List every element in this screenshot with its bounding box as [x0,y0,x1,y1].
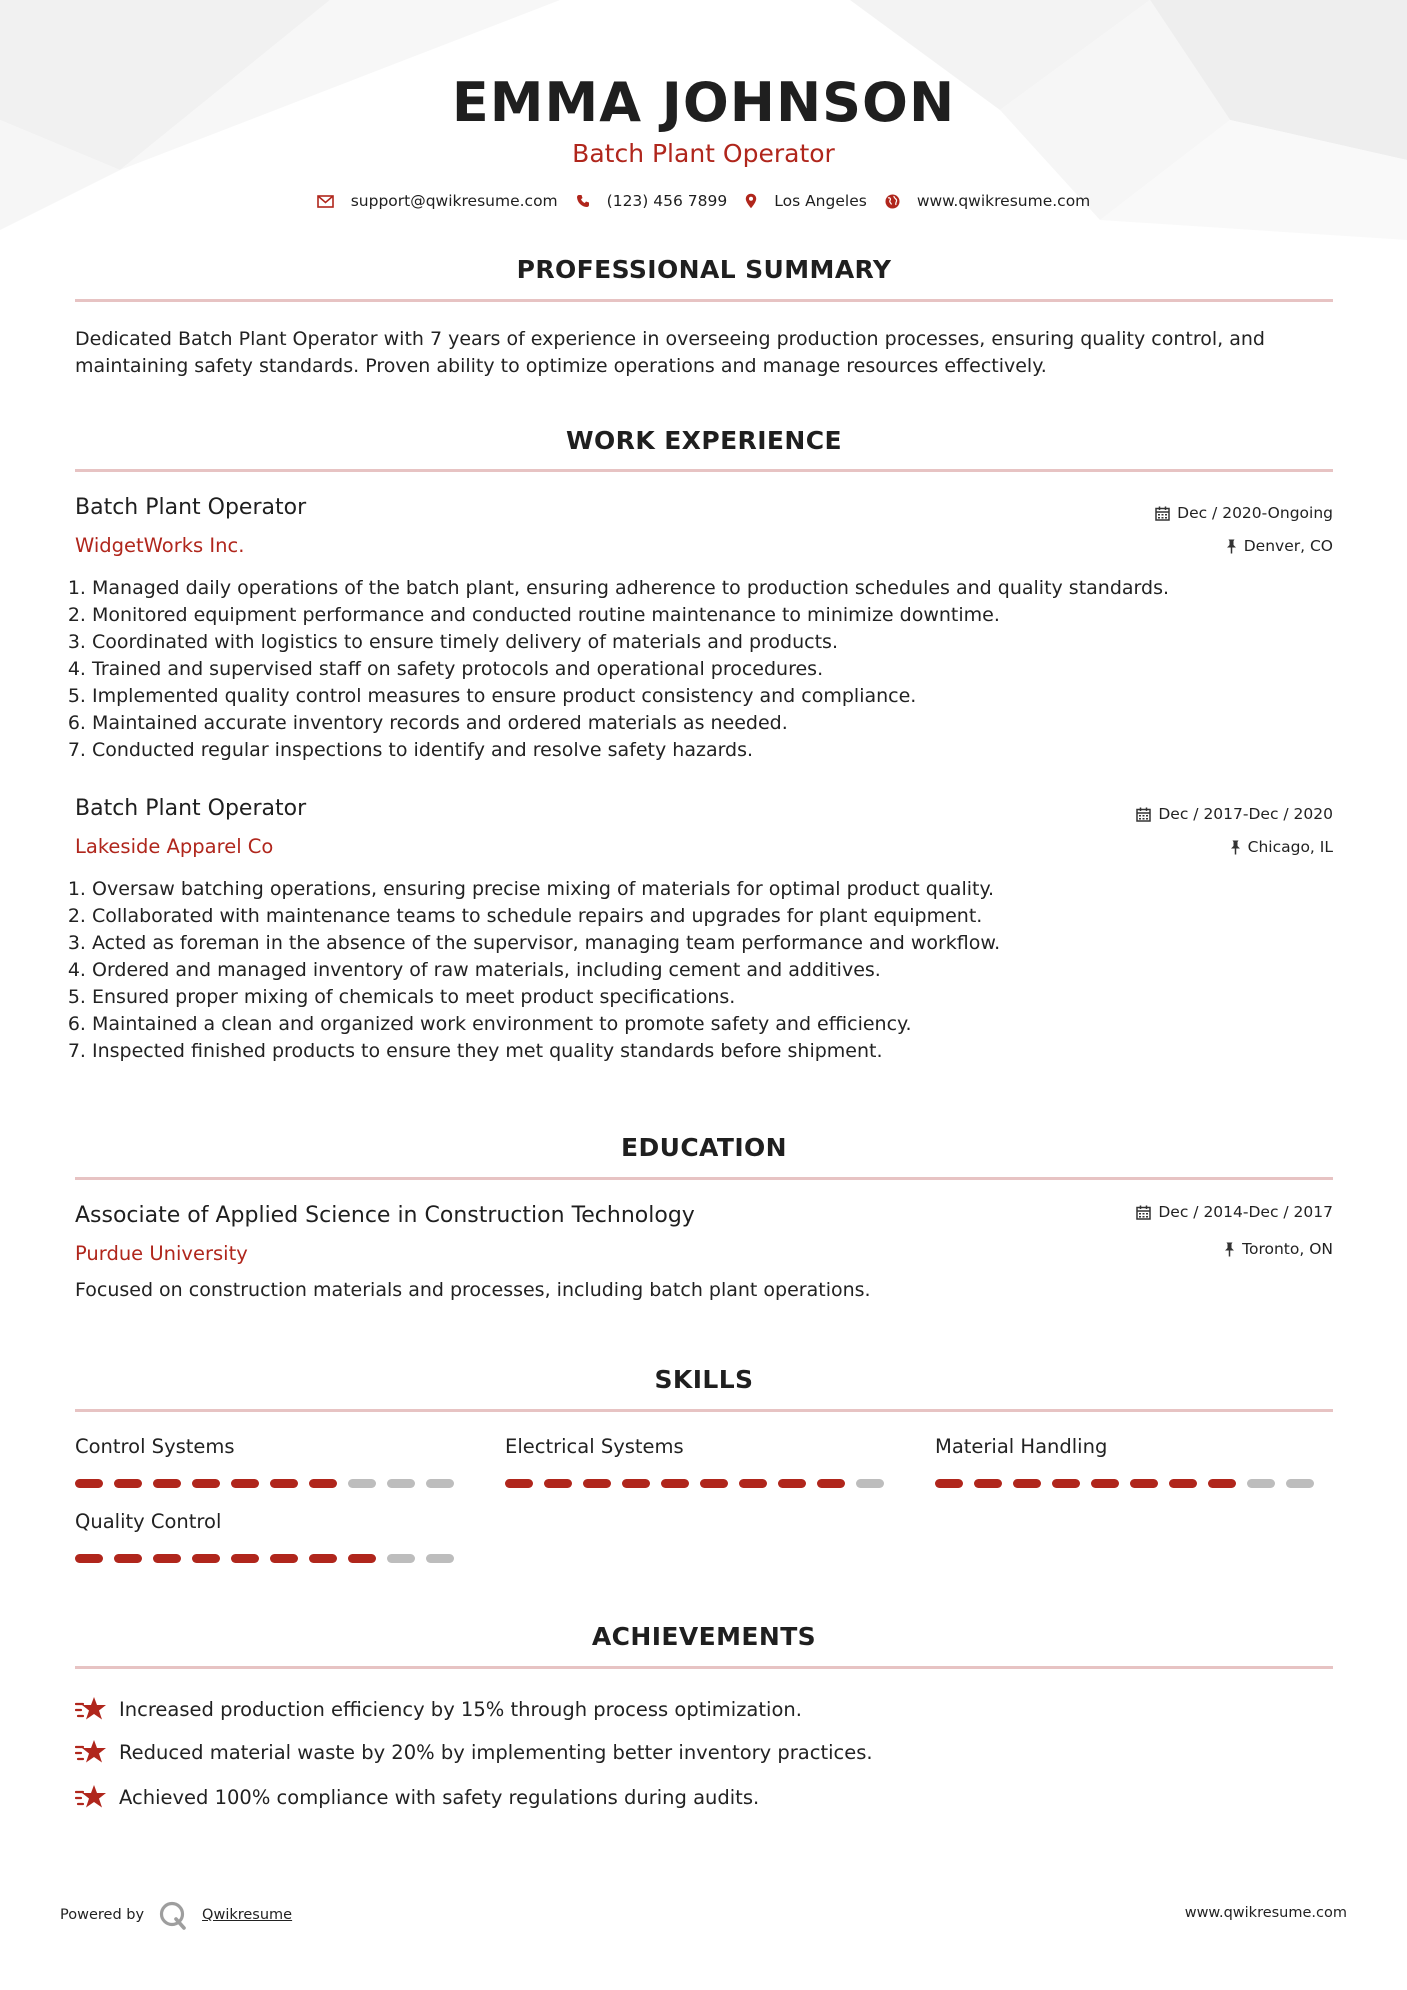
list-item: 4. Trained and supervised staff on safety protocols and operational procedures. [92,656,1352,683]
education-dates-text: Dec / 2014-Dec / 2017 [1158,1203,1333,1221]
list-item: 7. Inspected finished products to ensure they met quality standards before shipment. [92,1038,1352,1065]
skill-segment-filled [114,1554,142,1563]
achievement-item [75,1695,802,1723]
resume-header [0,72,1407,210]
contact-row [0,192,1407,210]
summary-text: Dedicated Batch Plant Operator with 7 years of experience in overseeing production processes, ensuring quality control, and maintaining safety standards. Proven ability to optimize operations and manage resources effectively. [75,328,1265,377]
skill-segment-empty [426,1554,454,1563]
skill-segment-filled [935,1479,963,1488]
skill-segment-filled [309,1554,337,1563]
skill-segment-filled [622,1479,650,1488]
list-item: 5. Implemented quality control measures to ensure product consistency and compliance. [92,683,1352,710]
qwikresume-link[interactable]: Qwikresume [202,1907,293,1923]
skill-segment-filled [231,1479,259,1488]
skill-segment-filled [75,1479,103,1488]
job-location [1226,537,1333,555]
skill-name: Electrical Systems [505,1435,684,1458]
skill-segment-filled [1130,1479,1158,1488]
skill-segment-filled [661,1479,689,1488]
skill-segment-filled [192,1479,220,1488]
website-text: www.qwikresume.com [916,192,1091,210]
list-item: 2. Monitored equipment performance and conducted routine maintenance to minimize downtime. [92,602,1352,629]
skill-segment-empty [856,1479,884,1488]
achievement-text: Achieved 100% compliance with safety regulations during audits. [119,1785,760,1809]
education-heading: EDUCATION [620,1133,787,1162]
skill-segment-filled [1208,1479,1236,1488]
skill-segment-filled [114,1479,142,1488]
contact-phone[interactable] [576,192,728,210]
skill-segment-empty [348,1479,376,1488]
contact-email[interactable] [317,192,558,210]
skill-segment-filled [153,1479,181,1488]
job-responsibilities [72,876,1352,1065]
skill-segment-filled [817,1479,845,1488]
skills-divider [75,1409,1333,1412]
calendar-icon [1136,807,1151,822]
skills-grid [75,1435,1365,1563]
skill-segment-filled [1091,1479,1119,1488]
job-location [1230,838,1333,856]
skill-segment-filled [309,1479,337,1488]
experience-heading: WORK EXPERIENCE [566,426,842,455]
calendar-icon [1136,1205,1151,1220]
skill-segment-filled [1013,1479,1041,1488]
pushpin-icon [1230,840,1241,855]
achievement-item [75,1783,759,1811]
star-badge-icon [75,1783,107,1811]
list-item: 1. Managed daily operations of the batch plant, ensuring adherence to production schedules and quality standards. [92,575,1352,602]
achievements-heading: ACHIEVEMENTS [591,1622,817,1651]
skill-name: Control Systems [75,1435,235,1458]
list-item: 6. Maintained accurate inventory records and ordered materials as needed. [92,710,1352,737]
degree-title: Associate of Applied Science in Construction Technology [75,1203,695,1228]
skill-segment-empty [1247,1479,1275,1488]
education-dates [1136,1203,1333,1221]
footer-website[interactable]: www.qwikresume.com [1184,1905,1347,1921]
skill-item [935,1435,1365,1488]
phone-text: (123) 456 7899 [606,192,728,210]
skill-segment-filled [739,1479,767,1488]
skill-level-bar [505,1479,935,1488]
globe-icon [885,194,900,209]
job-dates-text: Dec / 2017-Dec / 2020 [1158,805,1333,823]
education-location [1224,1240,1333,1258]
list-item: 7. Conducted regular inspections to identify and resolve safety hazards. [92,737,1352,764]
job-dates-text: Dec / 2020-Ongoing [1177,504,1333,522]
pushpin-icon [1226,539,1237,554]
list-item: 6. Maintained a clean and organized work environment to promote safety and efficiency. [92,1011,1352,1038]
skill-name: Quality Control [75,1510,222,1533]
skill-segment-filled [231,1554,259,1563]
skill-segment-filled [1052,1479,1080,1488]
job-company: WidgetWorks Inc. [75,534,245,557]
list-item: 2. Collaborated with maintenance teams to schedule repairs and upgrades for plant equipment. [92,903,1352,930]
skill-item [75,1435,505,1488]
candidate-name: EMMA JOHNSON [451,71,956,134]
calendar-icon [1155,506,1170,521]
skill-segment-empty [387,1479,415,1488]
powered-by-text: Powered by [60,1907,145,1923]
job-responsibilities [72,575,1352,764]
skill-level-bar [75,1554,505,1563]
skill-name: Material Handling [935,1435,1108,1458]
star-badge-icon [75,1738,107,1766]
summary-divider [75,299,1333,302]
star-badge-icon [75,1695,107,1723]
skill-segment-filled [192,1554,220,1563]
pushpin-icon [1224,1242,1235,1257]
skill-segment-filled [544,1479,572,1488]
job-title: Batch Plant Operator [75,796,307,821]
achievement-item [75,1738,873,1766]
achievement-text: Increased production efficiency by 15% through process optimization. [119,1697,802,1721]
education-location-text: Toronto, ON [1242,1240,1333,1258]
email-text: support@qwikresume.com [350,192,558,210]
skill-segment-filled [700,1479,728,1488]
phone-icon [576,194,590,208]
education-description: Focused on construction materials and processes, including batch plant operations. [75,1279,871,1301]
skill-segment-filled [505,1479,533,1488]
skill-segment-empty [1286,1479,1314,1488]
map-pin-icon [745,193,757,209]
skill-segment-filled [75,1554,103,1563]
experience-divider [75,469,1333,472]
job-company: Lakeside Apparel Co [75,835,274,858]
skill-level-bar [75,1479,505,1488]
achievement-text: Reduced material waste by 20% by implementing better inventory practices. [119,1740,873,1764]
skill-segment-empty [387,1554,415,1563]
skill-segment-filled [583,1479,611,1488]
job-title: Batch Plant Operator [75,495,307,520]
skills-heading: SKILLS [654,1365,754,1394]
summary-heading: PROFESSIONAL SUMMARY [516,255,892,284]
list-item: 3. Acted as foreman in the absence of the supervisor, managing team performance and workflow. [92,930,1352,957]
achievements-divider [75,1666,1333,1669]
job-dates [1155,504,1333,522]
list-item: 4. Ordered and managed inventory of raw materials, including cement and additives. [92,957,1352,984]
list-item: 5. Ensured proper mixing of chemicals to meet product specifications. [92,984,1352,1011]
contact-website[interactable] [885,192,1090,210]
skill-item [75,1510,505,1563]
list-item: 3. Coordinated with logistics to ensure timely delivery of materials and products. [92,629,1352,656]
skill-segment-filled [778,1479,806,1488]
skill-item [505,1435,935,1488]
skill-segment-filled [974,1479,1002,1488]
skill-segment-filled [348,1554,376,1563]
skill-level-bar [935,1479,1365,1488]
footer-branding [60,1900,292,1930]
list-item: 1. Oversaw batching operations, ensuring precise mixing of materials for optimal product quality. [92,876,1352,903]
location-text: Los Angeles [774,192,867,210]
skill-segment-filled [270,1479,298,1488]
school-name: Purdue University [75,1242,248,1265]
contact-location [745,192,867,210]
job-location-text: Denver, CO [1243,537,1333,555]
envelope-icon [317,195,334,208]
skill-segment-empty [426,1479,454,1488]
job-location-text: Chicago, IL [1247,838,1333,856]
skill-segment-filled [1169,1479,1197,1488]
skill-segment-filled [153,1554,181,1563]
job-dates [1136,805,1333,823]
skill-segment-filled [270,1554,298,1563]
qwikresume-logo-icon [158,1900,188,1930]
education-divider [75,1177,1333,1180]
candidate-title: Batch Plant Operator [572,139,835,168]
